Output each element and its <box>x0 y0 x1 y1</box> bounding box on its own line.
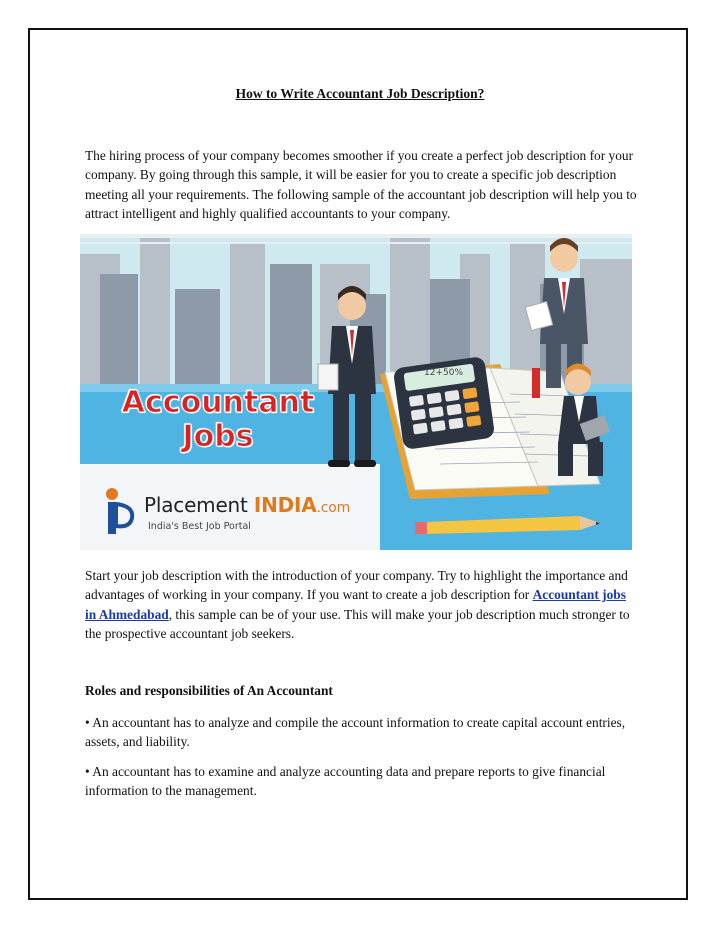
hero-headline-line2: Jobs <box>182 419 254 454</box>
brand-name <box>144 493 350 517</box>
calculator-display: 12+50% <box>424 368 463 378</box>
accountant-jobs-ahmedabad-link[interactable]: Accountant jobs in Ahmedabad <box>85 587 626 622</box>
section-heading: Roles and responsibilities of An Accountant <box>85 683 333 698</box>
bullet-item: • An accountant has to analyze and compile the account information to create capital account entries, assets, and liability. <box>85 715 626 750</box>
hero-headline <box>108 386 328 454</box>
hero-headline-line1: Accountant <box>121 385 315 420</box>
bullet-item: • An accountant has to examine and analyze accounting data and prepare reports to give financial information to the management. <box>85 764 606 799</box>
hero-illustration <box>80 234 632 550</box>
intro-paragraph: The hiring process of your company becomes smoother if you create a perfect job description for your company. By going through this sample, it will be easier for you to create a specific job description meeting all your requirements. The following sample of the accountant job description will help you to attract intelligent and highly qualified accountants to your company. <box>85 148 637 222</box>
para2-text-before: Start your job description with the introduction of your company. Try to highlight the importance and advantages of working in your company. If you want to create a job description for <box>85 568 628 603</box>
brand-block <box>100 478 380 538</box>
para2-text-after: , this sample can be of your use. This will make your job description much stronger to the prospective accountant job seekers. <box>85 606 630 642</box>
company-intro-paragraph <box>85 566 637 644</box>
brand-tagline: India's Best Job Portal <box>148 521 251 532</box>
brand-india: INDIA <box>253 493 317 517</box>
document-title: How to Write Accountant Job Description? <box>235 86 485 101</box>
brand-word: Placement <box>144 493 254 517</box>
brand-suffix: .com <box>316 500 351 516</box>
